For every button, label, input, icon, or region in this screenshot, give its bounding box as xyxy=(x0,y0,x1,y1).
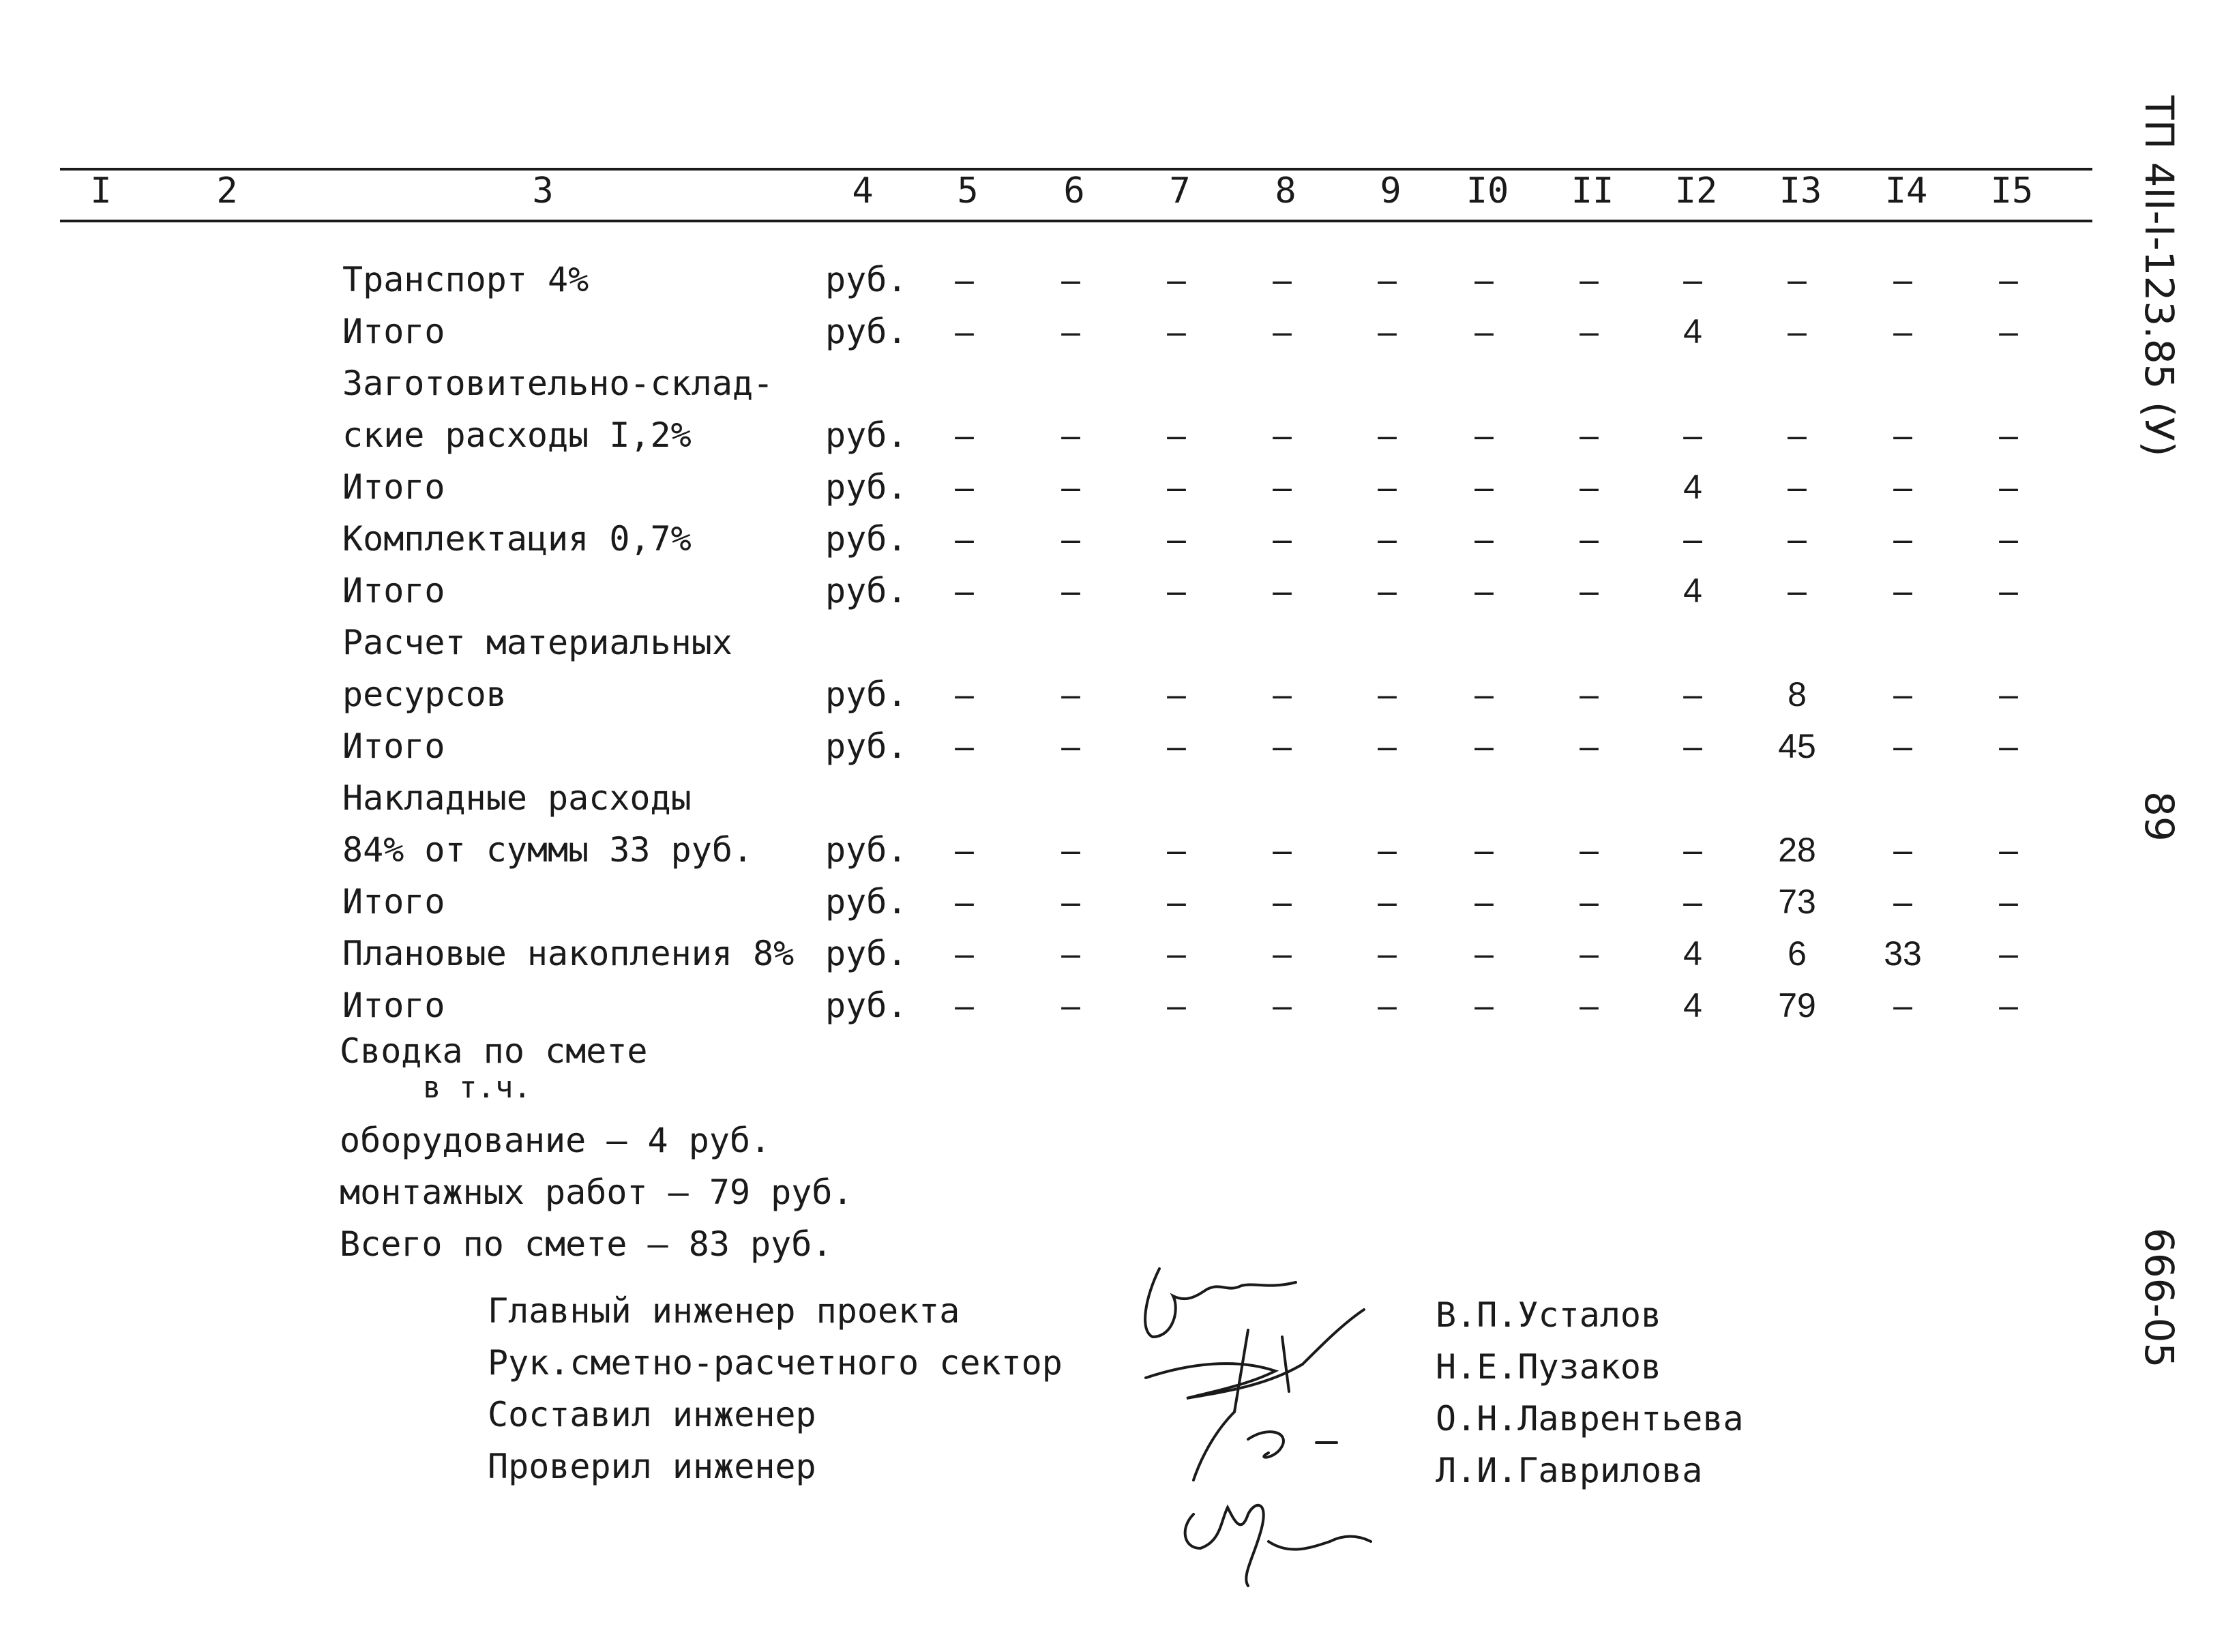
row-cell: – xyxy=(1378,934,1397,973)
row-label: Накладные расходы xyxy=(342,778,692,818)
row-cell: 4 xyxy=(1683,986,1702,1024)
row-cell: – xyxy=(1788,261,1807,299)
header-col-9: 9 xyxy=(1380,171,1402,211)
row-cell: – xyxy=(1474,883,1494,921)
header-col-3: 3 xyxy=(532,171,554,211)
header-col-5: 5 xyxy=(957,171,979,211)
row-cell: – xyxy=(1474,261,1494,299)
row-cell: – xyxy=(1999,468,2018,506)
header-col-12: I2 xyxy=(1674,171,1718,211)
row-cell: – xyxy=(1273,831,1292,869)
row-cell: – xyxy=(1378,468,1397,506)
header-col-6: 6 xyxy=(1063,171,1085,211)
row-cell: – xyxy=(1167,520,1186,558)
row-cell: 8 xyxy=(1788,675,1807,713)
row-unit: руб. xyxy=(825,415,908,455)
row-cell: – xyxy=(1273,261,1292,299)
row-cell: – xyxy=(1893,727,1912,765)
row-cell: – xyxy=(1273,675,1292,713)
signatory-name: Л.И.Гаврилова xyxy=(1436,1451,1703,1490)
table-row xyxy=(0,306,2224,357)
row-cell: – xyxy=(1893,675,1912,713)
header-col-13: I3 xyxy=(1779,171,1822,211)
row-cell: – xyxy=(1999,261,2018,299)
row-cell: – xyxy=(1378,831,1397,869)
row-cell: – xyxy=(1474,831,1494,869)
row-cell: – xyxy=(1167,416,1186,454)
row-cell: – xyxy=(1683,416,1702,454)
table-row xyxy=(0,513,2224,565)
row-cell: – xyxy=(1061,934,1080,973)
row-cell: 4 xyxy=(1683,468,1702,506)
row-label: Итого xyxy=(342,467,445,507)
row-cell: – xyxy=(1378,727,1397,765)
row-cell: – xyxy=(1273,416,1292,454)
row-cell: – xyxy=(1474,727,1494,765)
row-cell: – xyxy=(1061,520,1080,558)
row-cell: – xyxy=(1788,312,1807,351)
header-col-10: I0 xyxy=(1466,171,1509,211)
header-col-8: 8 xyxy=(1275,171,1296,211)
row-cell: – xyxy=(1167,261,1186,299)
row-label: 84% от суммы 33 руб. xyxy=(342,830,754,870)
signature-gavrilova xyxy=(1185,1505,1371,1586)
row-unit: руб. xyxy=(825,312,908,351)
table-row xyxy=(0,668,2224,720)
row-cell: 73 xyxy=(1778,883,1816,921)
archive-number: 666-05 xyxy=(2136,1228,2182,1368)
row-cell: – xyxy=(955,468,974,506)
row-cell: – xyxy=(1999,675,2018,713)
row-cell: – xyxy=(1061,727,1080,765)
row-cell: – xyxy=(1474,468,1494,506)
table-row xyxy=(0,357,2224,409)
row-cell: – xyxy=(1893,986,1912,1024)
row-cell: – xyxy=(1474,572,1494,610)
row-cell: – xyxy=(1893,572,1912,610)
row-cell: – xyxy=(955,520,974,558)
row-cell: – xyxy=(1474,520,1494,558)
row-cell: – xyxy=(1580,261,1599,299)
signatory-title: Рук.сметно-расчетного сектор xyxy=(488,1343,1063,1383)
row-cell: – xyxy=(1167,675,1186,713)
header-col-15: I5 xyxy=(1990,171,2034,211)
row-cell: 4 xyxy=(1683,934,1702,973)
row-cell: – xyxy=(1061,883,1080,921)
row-cell: – xyxy=(1378,520,1397,558)
row-cell: – xyxy=(1683,883,1702,921)
handwritten-signatures xyxy=(1132,1255,1439,1589)
row-cell: – xyxy=(1273,986,1292,1024)
row-cell: 45 xyxy=(1778,727,1816,765)
table-row xyxy=(0,772,2224,824)
signature-puzakov xyxy=(1146,1310,1364,1412)
row-cell: – xyxy=(1580,416,1599,454)
row-unit: руб. xyxy=(825,882,908,921)
row-cell: – xyxy=(1378,883,1397,921)
signatory-title: Составил инженер xyxy=(488,1395,816,1434)
row-label: Итого xyxy=(342,312,445,351)
signatory-name: Н.Е.Пузаков xyxy=(1436,1347,1662,1387)
summary-title: Сводка по смете xyxy=(340,1031,648,1071)
header-col-14: I4 xyxy=(1884,171,1928,211)
header-col-2: 2 xyxy=(216,171,238,211)
document-code: ТП 4II-I-123.85 (У) xyxy=(2136,95,2182,457)
row-cell: – xyxy=(1167,883,1186,921)
row-label: ские расходы I,2% xyxy=(342,415,692,455)
table-row xyxy=(0,461,2224,513)
row-cell: 4 xyxy=(1683,312,1702,351)
row-cell: – xyxy=(1474,416,1494,454)
row-cell: – xyxy=(1167,468,1186,506)
row-cell: – xyxy=(1893,416,1912,454)
row-cell: – xyxy=(955,883,974,921)
row-unit: руб. xyxy=(825,519,908,559)
header-col-11: II xyxy=(1571,171,1614,211)
row-cell: – xyxy=(1999,416,2018,454)
header-col-4: 4 xyxy=(852,171,874,211)
row-cell: – xyxy=(1788,468,1807,506)
row-cell: – xyxy=(1999,727,2018,765)
row-unit: руб. xyxy=(825,986,908,1025)
row-cell: – xyxy=(955,986,974,1024)
row-cell: – xyxy=(955,416,974,454)
row-cell: – xyxy=(1999,312,2018,351)
row-cell: – xyxy=(1474,312,1494,351)
row-cell: – xyxy=(1893,261,1912,299)
row-cell: – xyxy=(1580,572,1599,610)
row-cell: 33 xyxy=(1884,934,1922,973)
row-cell: – xyxy=(1061,416,1080,454)
row-cell: – xyxy=(1683,675,1702,713)
row-unit: руб. xyxy=(825,675,908,714)
row-cell: – xyxy=(1378,675,1397,713)
row-cell: – xyxy=(1893,831,1912,869)
table-row xyxy=(0,824,2224,876)
row-cell: – xyxy=(1683,831,1702,869)
row-cell: – xyxy=(955,675,974,713)
row-cell: – xyxy=(1580,831,1599,869)
row-label: Заготовительно-склад- xyxy=(342,364,774,403)
row-cell: – xyxy=(1893,468,1912,506)
row-cell: – xyxy=(1167,986,1186,1024)
row-cell: – xyxy=(1378,986,1397,1024)
row-cell: – xyxy=(1273,572,1292,610)
row-cell: – xyxy=(1999,520,2018,558)
row-label: Итого xyxy=(342,882,445,921)
row-cell: – xyxy=(1580,468,1599,506)
table-row xyxy=(0,617,2224,668)
row-cell: – xyxy=(1999,831,2018,869)
signatory-name: В.П.Усталов xyxy=(1436,1295,1662,1335)
row-cell: – xyxy=(1788,416,1807,454)
row-unit: руб. xyxy=(825,830,908,870)
page-number: 89 xyxy=(2136,791,2182,842)
row-cell: – xyxy=(1999,883,2018,921)
table-row xyxy=(0,979,2224,1031)
row-cell: – xyxy=(1999,572,2018,610)
row-unit: руб. xyxy=(825,934,908,973)
table-row xyxy=(0,720,2224,772)
row-cell: – xyxy=(1273,934,1292,973)
row-cell: 79 xyxy=(1778,986,1816,1024)
row-cell: – xyxy=(1273,312,1292,351)
row-cell: – xyxy=(1893,312,1912,351)
row-cell: – xyxy=(1378,416,1397,454)
row-cell: – xyxy=(1167,934,1186,973)
row-cell: – xyxy=(1893,520,1912,558)
row-cell: – xyxy=(1683,520,1702,558)
row-cell: – xyxy=(1061,572,1080,610)
signatory-name: О.Н.Лаврентьева xyxy=(1436,1399,1744,1439)
row-label: ресурсов xyxy=(342,675,507,714)
row-cell: – xyxy=(1474,934,1494,973)
row-cell: – xyxy=(1273,727,1292,765)
row-cell: – xyxy=(1999,986,2018,1024)
row-cell: – xyxy=(1580,883,1599,921)
row-cell: 6 xyxy=(1788,934,1807,973)
row-unit: руб. xyxy=(825,726,908,766)
row-cell: – xyxy=(1893,883,1912,921)
row-cell: – xyxy=(1580,986,1599,1024)
summary-installation: монтажных работ – 79 руб. xyxy=(340,1172,853,1212)
row-cell: – xyxy=(1580,934,1599,973)
signatory-title: Главный инженер проекта xyxy=(488,1291,960,1331)
table-row xyxy=(0,254,2224,306)
row-cell: – xyxy=(1788,572,1807,610)
row-cell: – xyxy=(955,727,974,765)
header-bottom-rule xyxy=(60,220,2092,222)
row-cell: – xyxy=(1474,675,1494,713)
row-cell: – xyxy=(1580,727,1599,765)
row-label: Расчет материальных xyxy=(342,623,732,662)
row-cell: – xyxy=(1788,520,1807,558)
row-cell: – xyxy=(1378,261,1397,299)
table-row xyxy=(0,565,2224,617)
row-cell: – xyxy=(1061,261,1080,299)
row-cell: – xyxy=(1061,675,1080,713)
row-label: Транспорт 4% xyxy=(342,260,589,299)
row-cell: – xyxy=(1580,312,1599,351)
row-label: Итого xyxy=(342,986,445,1025)
row-label: Комплектация 0,7% xyxy=(342,519,692,559)
row-cell: 28 xyxy=(1778,831,1816,869)
signatory-title: Проверил инженер xyxy=(488,1447,816,1486)
row-unit: руб. xyxy=(825,260,908,299)
summary-incl: в т.ч. xyxy=(423,1070,531,1105)
row-unit: руб. xyxy=(825,571,908,610)
row-label: Плановые накопления 8% xyxy=(342,934,795,973)
summary-equipment: оборудование – 4 руб. xyxy=(340,1121,771,1160)
row-cell: – xyxy=(955,831,974,869)
row-cell: – xyxy=(1167,572,1186,610)
row-cell: – xyxy=(1273,520,1292,558)
row-cell: 4 xyxy=(1683,572,1702,610)
row-cell: – xyxy=(1167,312,1186,351)
signature-lavrenteva xyxy=(1193,1412,1337,1480)
row-cell: – xyxy=(1378,312,1397,351)
row-cell: – xyxy=(1061,831,1080,869)
signature-ustalov xyxy=(1145,1269,1296,1337)
header-col-1: I xyxy=(90,171,112,211)
table-row xyxy=(0,928,2224,979)
row-cell: – xyxy=(1580,675,1599,713)
row-cell: – xyxy=(955,261,974,299)
row-cell: – xyxy=(1061,986,1080,1024)
row-cell: – xyxy=(1683,727,1702,765)
row-cell: – xyxy=(1474,986,1494,1024)
header-col-7: 7 xyxy=(1169,171,1191,211)
row-label: Итого xyxy=(342,726,445,766)
row-label: Итого xyxy=(342,571,445,610)
summary-total: Всего по смете – 83 руб. xyxy=(340,1224,833,1264)
row-cell: – xyxy=(1273,883,1292,921)
row-cell: – xyxy=(1273,468,1292,506)
row-cell: – xyxy=(1683,261,1702,299)
row-unit: руб. xyxy=(825,467,908,507)
row-cell: – xyxy=(1061,312,1080,351)
row-cell: – xyxy=(1167,831,1186,869)
row-cell: – xyxy=(1580,520,1599,558)
table-row xyxy=(0,409,2224,461)
row-cell: – xyxy=(955,572,974,610)
row-cell: – xyxy=(955,934,974,973)
row-cell: – xyxy=(1999,934,2018,973)
row-cell: – xyxy=(1167,727,1186,765)
row-cell: – xyxy=(955,312,974,351)
row-cell: – xyxy=(1061,468,1080,506)
table-row xyxy=(0,876,2224,928)
row-cell: – xyxy=(1378,572,1397,610)
